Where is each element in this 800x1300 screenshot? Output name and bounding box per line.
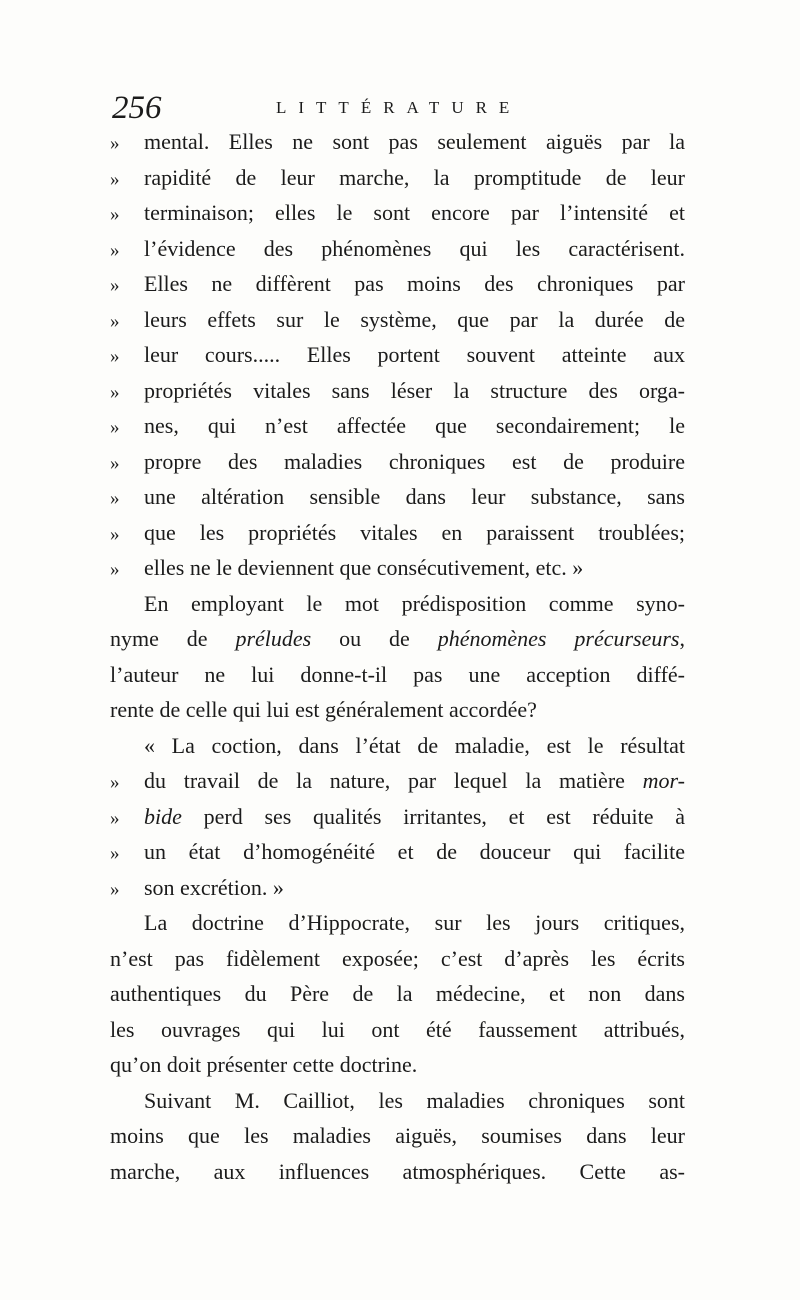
quotation-mark: » xyxy=(110,381,120,403)
page-number: 256 xyxy=(112,90,162,126)
text-line xyxy=(110,941,685,977)
text-line xyxy=(110,195,685,231)
line-text: La doctrine d’Hippocrate, sur les jours critiques, xyxy=(144,910,685,935)
line-text: moins que les maladies aiguës, soumises dans leur xyxy=(110,1123,685,1148)
text-line xyxy=(110,692,685,728)
line-text: leur cours..... Elles portent souvent atteinte aux xyxy=(144,342,685,367)
quotation-mark: » xyxy=(110,878,120,900)
text-line xyxy=(110,799,685,835)
quotation-mark: » xyxy=(110,843,120,864)
text-line xyxy=(110,444,685,480)
quotation-mark: » xyxy=(110,807,120,829)
quotation-mark: » xyxy=(110,239,120,261)
text-line xyxy=(110,515,685,551)
line-text: les ouvrages qui lui ont été faussement attribués, xyxy=(110,1016,685,1042)
italic-text: mor- xyxy=(642,768,685,793)
line-text: nyme de xyxy=(110,626,236,651)
text-line xyxy=(110,373,685,409)
line-text: elles ne le deviennent que consécutivement, etc. » xyxy=(144,555,584,580)
text-line xyxy=(110,621,685,657)
text-line xyxy=(110,124,685,160)
text-line xyxy=(110,302,685,338)
quotation-mark: » xyxy=(110,488,120,509)
line-text: son excrétion. » xyxy=(144,874,284,900)
line-text: leurs effets sur le système, que par la durée de xyxy=(144,306,685,332)
text-line xyxy=(110,976,685,1012)
page-header xyxy=(112,88,682,128)
quotation-mark: » xyxy=(110,523,120,545)
line-text: un état d’homogénéité et de douceur qui facilite xyxy=(144,839,685,864)
italic-text: préludes xyxy=(235,626,312,651)
line-text: que les propriétés vitales en paraissent troublées; xyxy=(144,519,685,545)
text-line xyxy=(110,1012,685,1048)
text-line xyxy=(110,763,685,799)
line-text: une altération sensible dans leur substance, sans xyxy=(144,484,685,509)
text-line xyxy=(110,834,685,870)
quotation-mark: » xyxy=(110,204,120,225)
line-text: Suivant M. Cailliot, les maladies chroniques sont xyxy=(144,1087,685,1113)
text-line xyxy=(110,337,685,373)
text-line xyxy=(110,1083,685,1119)
text-line xyxy=(110,408,685,444)
line-text: propriétés vitales sans léser la structure des orga- xyxy=(144,377,685,403)
line-text: marche, aux influences atmosphériques. Cette as- xyxy=(110,1158,685,1184)
italic-text: phénomènes précurseurs xyxy=(437,626,680,651)
text-line xyxy=(110,266,685,302)
text-line xyxy=(110,550,685,586)
line-text: Elles ne diffèrent pas moins des chroniques par xyxy=(144,271,685,296)
text-line xyxy=(110,1047,685,1083)
line-text: l’auteur ne lui donne-t-il pas une acception diffé- xyxy=(110,661,685,687)
text-line xyxy=(110,657,685,693)
line-text: propre des maladies chroniques est de produire xyxy=(144,448,685,474)
text-line xyxy=(110,586,685,622)
text-line xyxy=(110,231,685,267)
quotation-mark: » xyxy=(110,133,120,154)
text-line xyxy=(110,160,685,196)
quotation-mark: » xyxy=(110,275,120,296)
quotation-mark: » xyxy=(110,168,120,190)
line-text: nes, qui n’est affectée que secondairement; le xyxy=(144,413,685,438)
line-text: « La coction, dans l’état de maladie, est le résultat xyxy=(144,732,685,758)
line-text: du travail de la nature, par lequel la matière xyxy=(144,768,643,793)
line-text: authentiques du Père de la médecine, et non dans xyxy=(110,981,685,1006)
running-head: LITTÉRATURE xyxy=(276,98,522,117)
quotation-mark: » xyxy=(110,772,120,793)
quotation-mark: » xyxy=(110,559,120,580)
line-text: ou de xyxy=(311,626,438,651)
line-text: n’est pas fidèlement exposée; c’est d’après les écrits xyxy=(110,945,685,971)
quotation-mark: » xyxy=(110,346,120,367)
text-line xyxy=(110,728,685,764)
text-line xyxy=(110,905,685,941)
quotation-mark: » xyxy=(110,452,120,474)
quotation-mark: » xyxy=(110,310,120,332)
line-text: En employant le mot prédisposition comme syno- xyxy=(144,590,685,616)
line-text: , xyxy=(679,626,685,651)
line-text: rapidité de leur marche, la promptitude de leur xyxy=(144,164,685,190)
body-text xyxy=(110,124,685,1189)
line-text: qu’on doit présenter cette doctrine. xyxy=(110,1052,418,1077)
text-line xyxy=(110,870,685,906)
text-line xyxy=(110,1118,685,1154)
italic-text: bide xyxy=(144,803,182,829)
line-text: terminaison; elles le sont encore par l’intensité et xyxy=(144,200,685,225)
line-text: perd ses qualités irritantes, et est réduite à xyxy=(181,803,685,829)
text-line xyxy=(110,479,685,515)
line-text: rente de celle qui lui est généralement accordée? xyxy=(110,697,537,722)
line-text: l’évidence des phénomènes qui les caractérisent. xyxy=(144,235,685,261)
text-line xyxy=(110,1154,685,1190)
line-text: mental. Elles ne sont pas seulement aiguës par la xyxy=(144,129,685,154)
quotation-mark: » xyxy=(110,417,120,438)
